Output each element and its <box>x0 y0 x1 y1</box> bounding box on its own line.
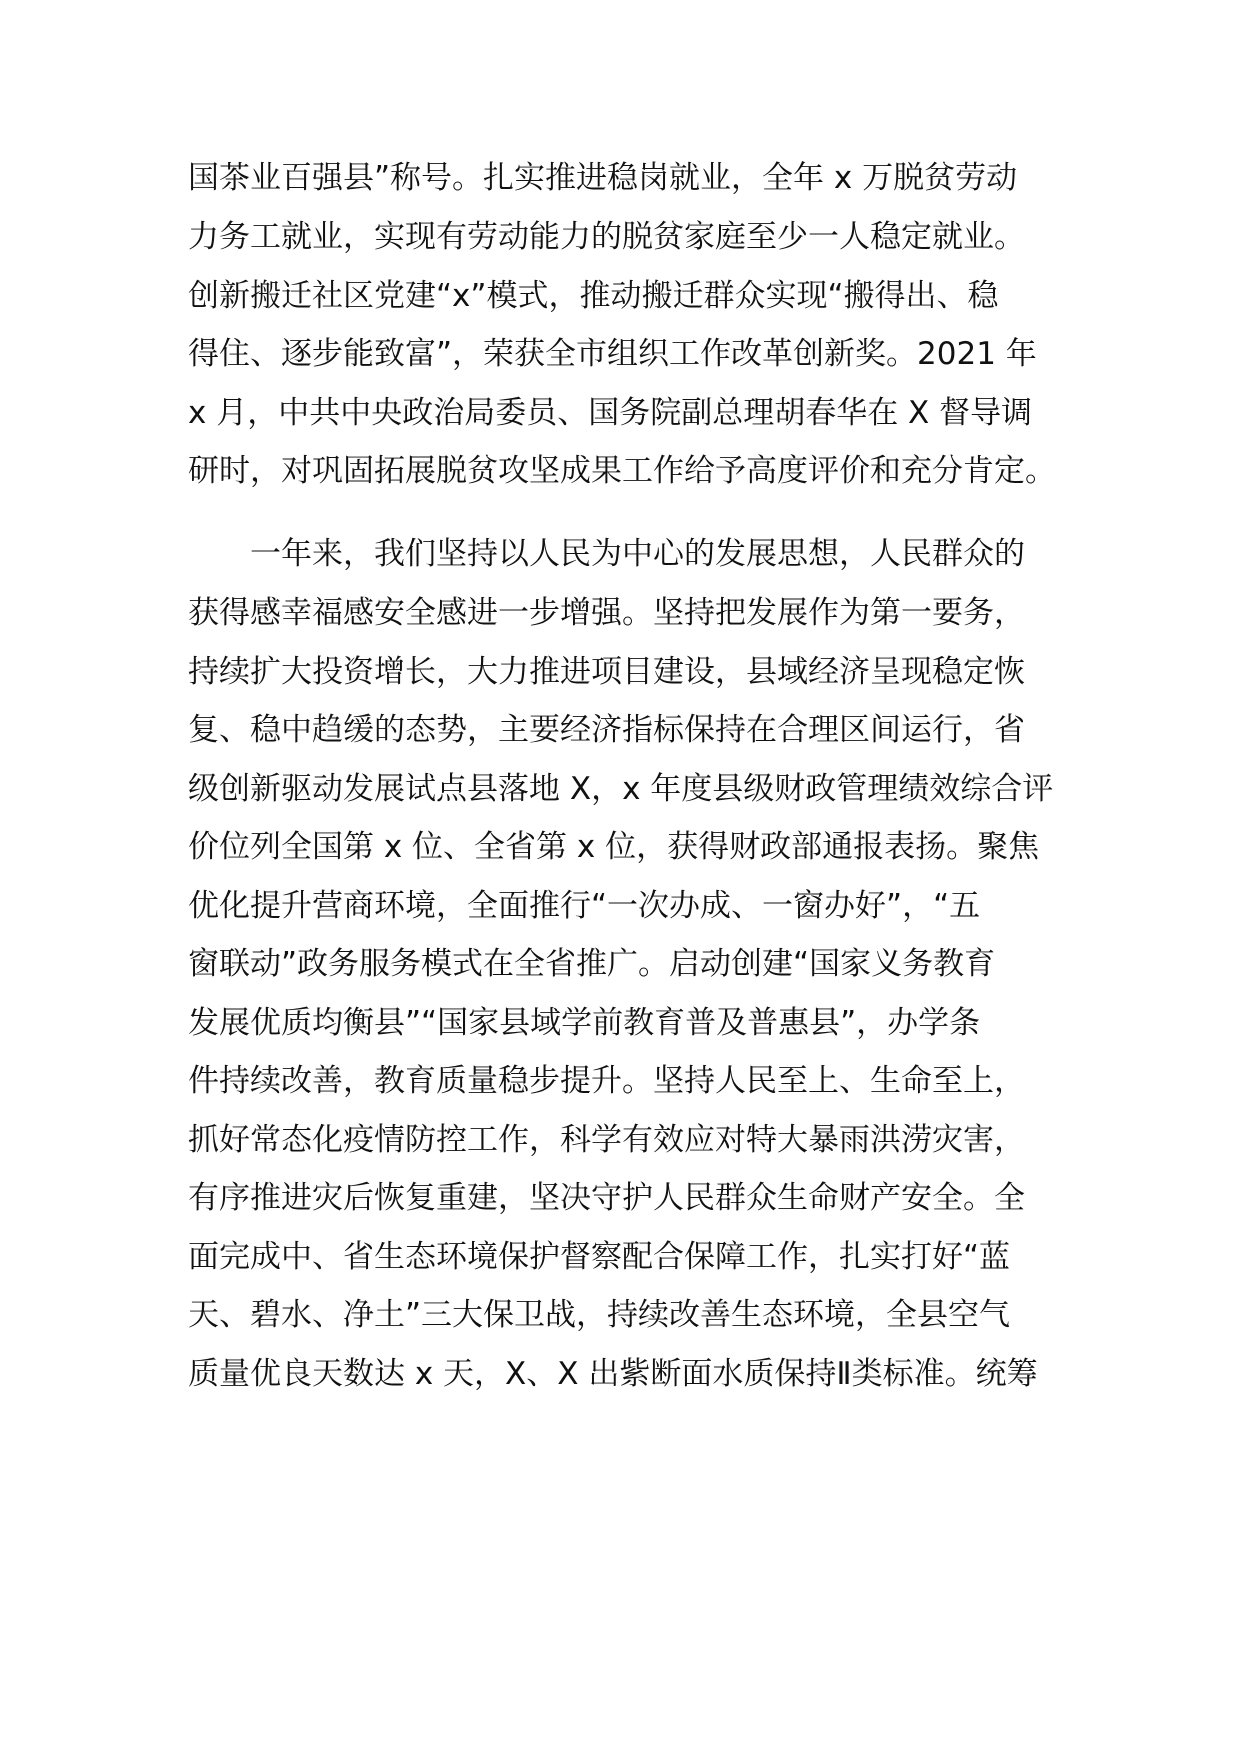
text-line: 力务工就业，实现有劳动能力的脱贫家庭至少一人稳定就业。 <box>188 219 1025 255</box>
text-line: 级创新驱动发展试点县落地 X，x 年度县级财政管理绩效综合评 <box>188 771 1054 807</box>
text-line: 件持续改善，教育质量稳步提升。坚持人民至上、生命至上， <box>188 1063 1025 1099</box>
text-line: 优化提升营商环境，全面推行“一次办成、一窗办好”，“五 <box>188 888 981 924</box>
text-line: 质量优良天数达 x 天，X、X 出紫断面水质保持Ⅱ类标准。统筹 <box>188 1356 1038 1392</box>
text-line: 得住、逐步能致富”，荣获全市组织工作改革创新奖。2021 年 <box>188 336 1037 372</box>
text-line: 发展优质均衡县”“国家县域学前教育普及普惠县”，办学条 <box>188 1005 981 1041</box>
text-line: 持续扩大投资增长，大力推进项目建设，县域经济呈现稳定恢 <box>188 654 1025 690</box>
text-line: 抓好常态化疫情防控工作，科学有效应对特大暴雨洪涝灾害， <box>188 1122 1025 1158</box>
text-line: 天、碧水、净土”三大保卫战，持续改善生态环境，全县空气 <box>188 1297 1011 1333</box>
text-line: 创新搬迁社区党建“x”模式，推动搬迁群众实现“搬得出、稳 <box>188 278 999 314</box>
text-line: 复、稳中趋缓的态势，主要经济指标保持在合理区间运行，省 <box>188 712 1025 748</box>
text-line: 国茶业百强县”称号。扎实推进稳岗就业，全年 x 万脱贫劳动 <box>188 160 1018 196</box>
text-line: x 月，中共中央政治局委员、国务院副总理胡春华在 X 督导调 <box>188 395 1033 431</box>
text-line: 窗联动”政务服务模式在全省推广。启动创建“国家义务教育 <box>188 946 996 982</box>
text-line: 一年来，我们坚持以人民为中心的发展思想，人民群众的 <box>250 536 1025 572</box>
text-line: 获得感幸福感安全感进一步增强。坚持把发展作为第一要务， <box>188 595 1025 631</box>
text-line: 有序推进灾后恢复重建，坚决守护人民群众生命财产安全。全 <box>188 1180 1025 1216</box>
text-line: 面完成中、省生态环境保护督察配合保障工作，扎实打好“蓝 <box>188 1239 1011 1275</box>
text-line: 价位列全国第 x 位、全省第 x 位，获得财政部通报表扬。聚焦 <box>188 829 1040 865</box>
text-line: 研时，对巩固拓展脱贫攻坚成果工作给予高度评价和充分肯定。 <box>188 453 1056 489</box>
